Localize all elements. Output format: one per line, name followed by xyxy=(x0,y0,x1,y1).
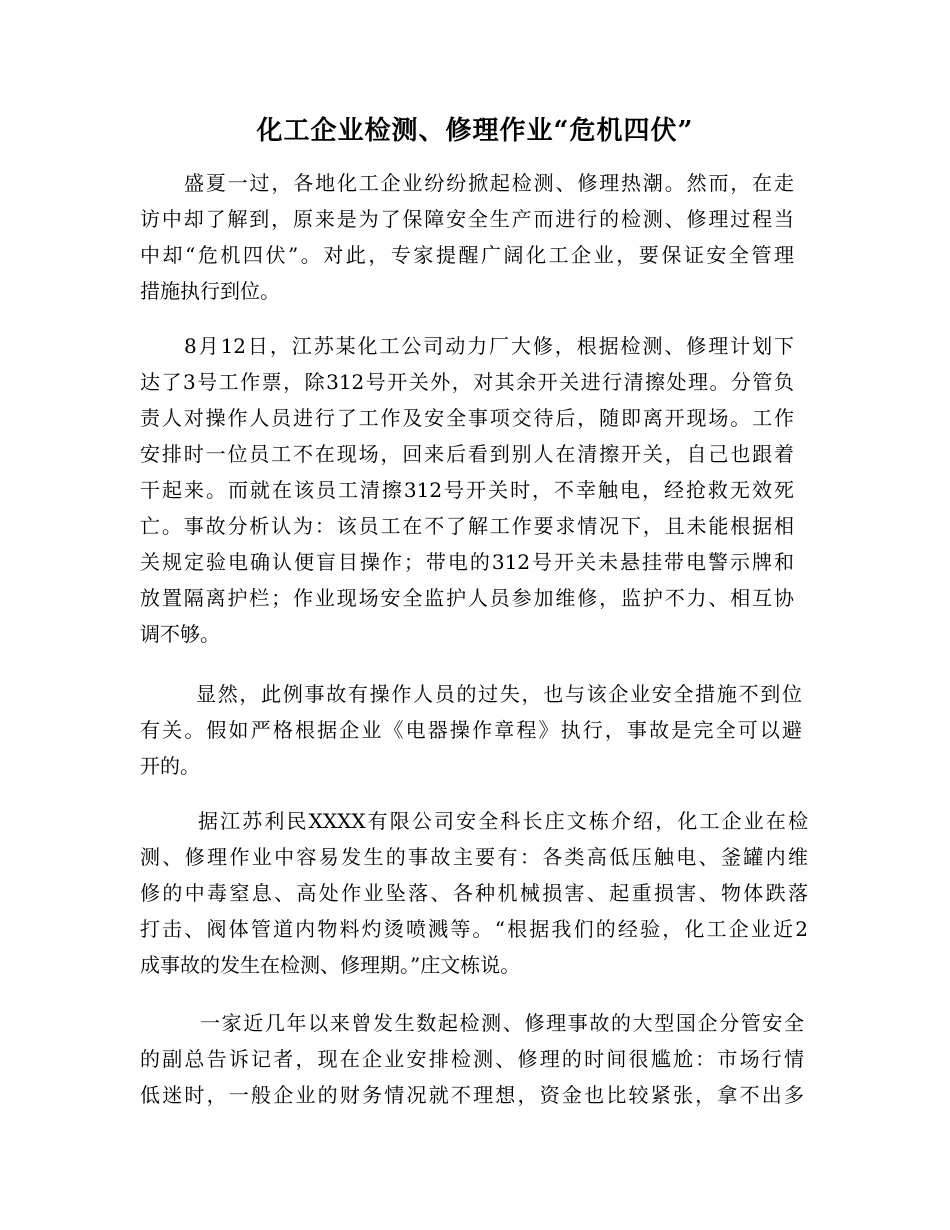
paragraph-line: 成事故的发生在检测、修理期。”庄文栋说。 xyxy=(140,953,521,977)
paragraph-5 xyxy=(140,1005,804,1113)
paragraph-line: 亡。事故分析认为：该员工在不了解工作要求情况下，且未能根据相 xyxy=(140,514,794,538)
paragraph-line: 据江苏利民XXXX有限公司安全科长庄文栋介绍，化工企业在检 xyxy=(198,809,808,833)
paragraph-line: 盛夏一过，各地化工企业纷纷掀起检测、修理热潮。然而，在走 xyxy=(184,171,794,195)
paragraph-line: 安排时一位员工不在现场，回来后看到别人在清擦开关，自己也跟着 xyxy=(140,442,794,466)
paragraph-line: 中却“危机四伏”。对此，专家提醒广阔化工企业，要保证安全管理 xyxy=(140,243,794,267)
paragraph-line: 干起来。而就在该员工清擦312号开关时，不幸触电，经抢救无效死 xyxy=(140,478,794,502)
paragraph-line: 调不够。 xyxy=(140,622,220,646)
paragraph-line: 的副总告诉记者，现在企业安排检测、修理的时间很尴尬：市场行情 xyxy=(140,1047,804,1071)
paragraph-line: 显然，此例事故有操作人员的过失，也与该企业安全措施不到位 xyxy=(196,682,802,706)
document-title: 化工企业检测、修理作业“危机四伏” xyxy=(256,116,694,146)
paragraph-line: 关规定验电确认便盲目操作；带电的312号开关未悬挂带电警示牌和 xyxy=(140,550,794,574)
paragraph-line: 打击、阀体管道内物料灼烫喷溅等。“根据我们的经验，化工企业近2 xyxy=(140,917,808,941)
paragraph-line: 开的。 xyxy=(140,754,200,778)
paragraph-line: 达了3号工作票，除312号开关外，对其余开关进行清擦处理。分管负 xyxy=(140,370,794,394)
paragraph-line: 责人对操作人员进行了工作及安全事项交待后，随即离开现场。工作 xyxy=(140,406,794,430)
paragraph-line: 8月12日，江苏某化工公司动力厂大修，根据检测、修理计划下 xyxy=(184,334,794,358)
paragraph-3 xyxy=(140,676,802,784)
paragraph-1 xyxy=(140,165,794,309)
paragraph-4 xyxy=(140,803,808,983)
paragraph-line: 一家近几年以来曾发生数起检测、修理事故的大型国企分管安全 xyxy=(200,1011,804,1035)
paragraph-line: 措施执行到位。 xyxy=(140,279,280,303)
paragraph-line: 放置隔离护栏；作业现场安全监护人员参加维修，监护不力、相互协 xyxy=(140,586,794,610)
paragraph-line: 低迷时，一般企业的财务情况就不理想，资金也比较紧张，拿不出多 xyxy=(140,1083,804,1107)
paragraph-line: 测、修理作业中容易发生的事故主要有：各类高低压触电、釜罐内维 xyxy=(140,845,808,869)
paragraph-2 xyxy=(140,328,794,652)
paragraph-line: 修的中毒窒息、高处作业坠落、各种机械损害、起重损害、物体跌落 xyxy=(140,881,808,905)
paragraph-line: 访中却了解到，原来是为了保障安全生产而进行的检测、修理过程当 xyxy=(140,207,794,231)
paragraph-line: 有关。假如严格根据企业《电器操作章程》执行，事故是完全可以避 xyxy=(140,718,802,742)
